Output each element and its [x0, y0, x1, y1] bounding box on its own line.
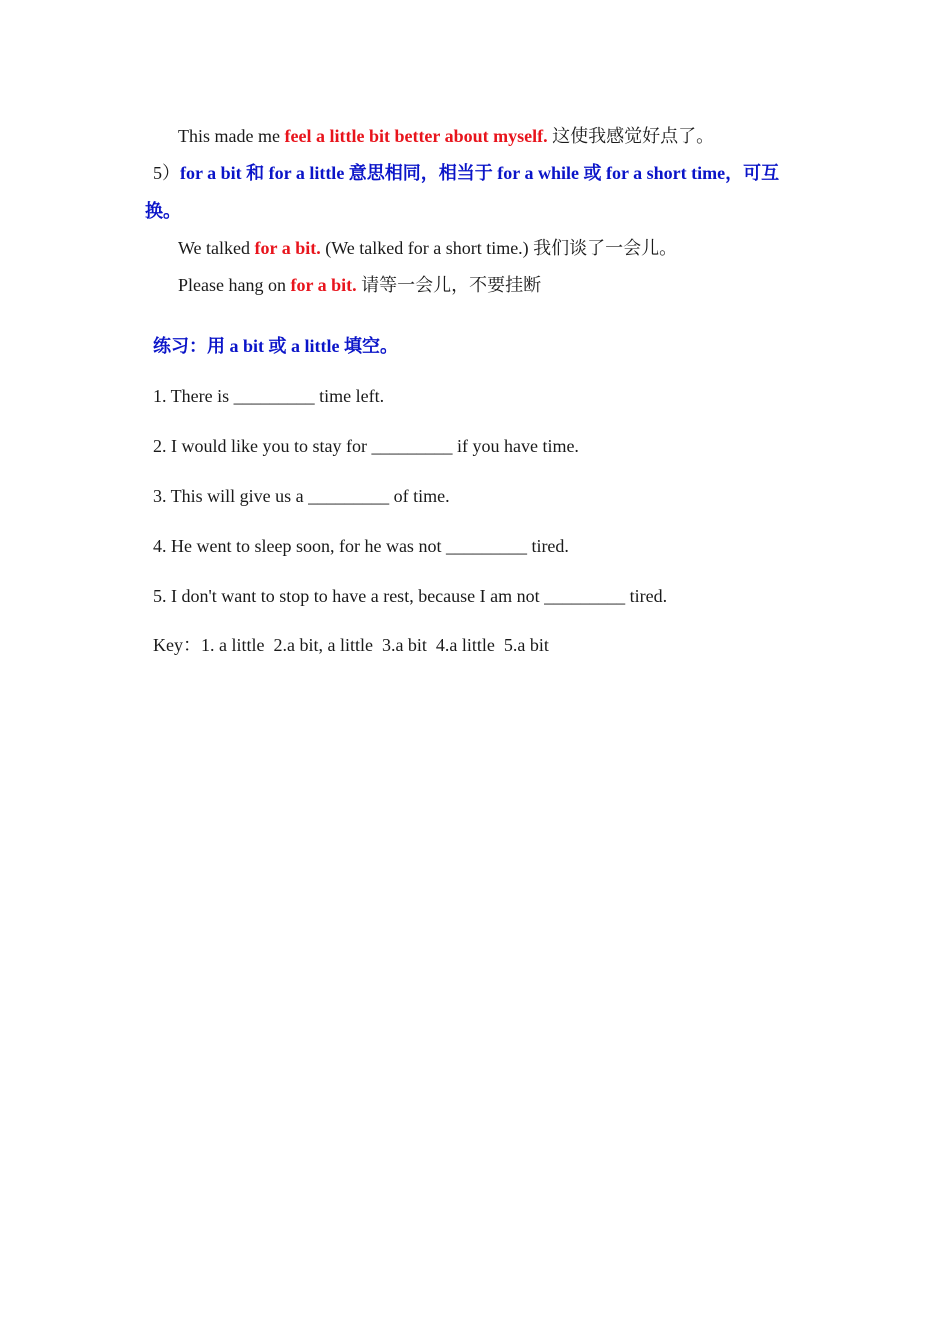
example-2-highlight: for a bit. — [254, 238, 321, 258]
exercise-item: 3. This will give us a _________ of time. — [153, 486, 450, 506]
example-1-highlight: feel a little bit better about myself. — [284, 126, 548, 146]
example-3-highlight: for a bit. — [290, 275, 357, 295]
example-1-translation: 这使我感觉好点了。 — [547, 126, 715, 146]
example-2-suffix: (We talked for a short time.) 我们谈了一会儿。 — [320, 238, 678, 258]
example-2-prefix: We talked — [178, 238, 255, 258]
exercise-item: 2. I would like you to stay for _________ if you have time. — [153, 436, 579, 456]
example-sentence-3 — [178, 274, 541, 296]
rule-5-text-1: for a bit 和 for a little 意思相同，相当于 for a while 或 for a short time，可互 — [180, 163, 780, 183]
rule-5-text-2: 换。 — [145, 201, 181, 221]
exercise-item: 1. There is _________ time left. — [153, 386, 385, 406]
rule-5-line-1 — [153, 162, 779, 184]
rule-5-line-2 — [145, 200, 181, 222]
exercise-title: 练习：用 a bit 或 a little 填空。 — [153, 336, 398, 356]
example-3-suffix: 请等一会儿，不要挂断 — [356, 275, 542, 295]
example-3-prefix: Please hang on — [178, 275, 291, 295]
exercise-item: 4. He went to sleep soon, for he was not _________ tired. — [153, 536, 569, 556]
answer-key: Key：1. a little 2.a bit, a little 3.a bit 4.a little 5.a bit — [153, 635, 549, 655]
example-1-prefix: This made me — [178, 126, 285, 146]
example-sentence-1 — [178, 125, 714, 147]
exercise-item: 5. I don't want to stop to have a rest, because I am not _________ tired. — [153, 586, 668, 606]
example-sentence-2 — [178, 237, 677, 259]
rule-5-number: 5） — [153, 163, 180, 183]
